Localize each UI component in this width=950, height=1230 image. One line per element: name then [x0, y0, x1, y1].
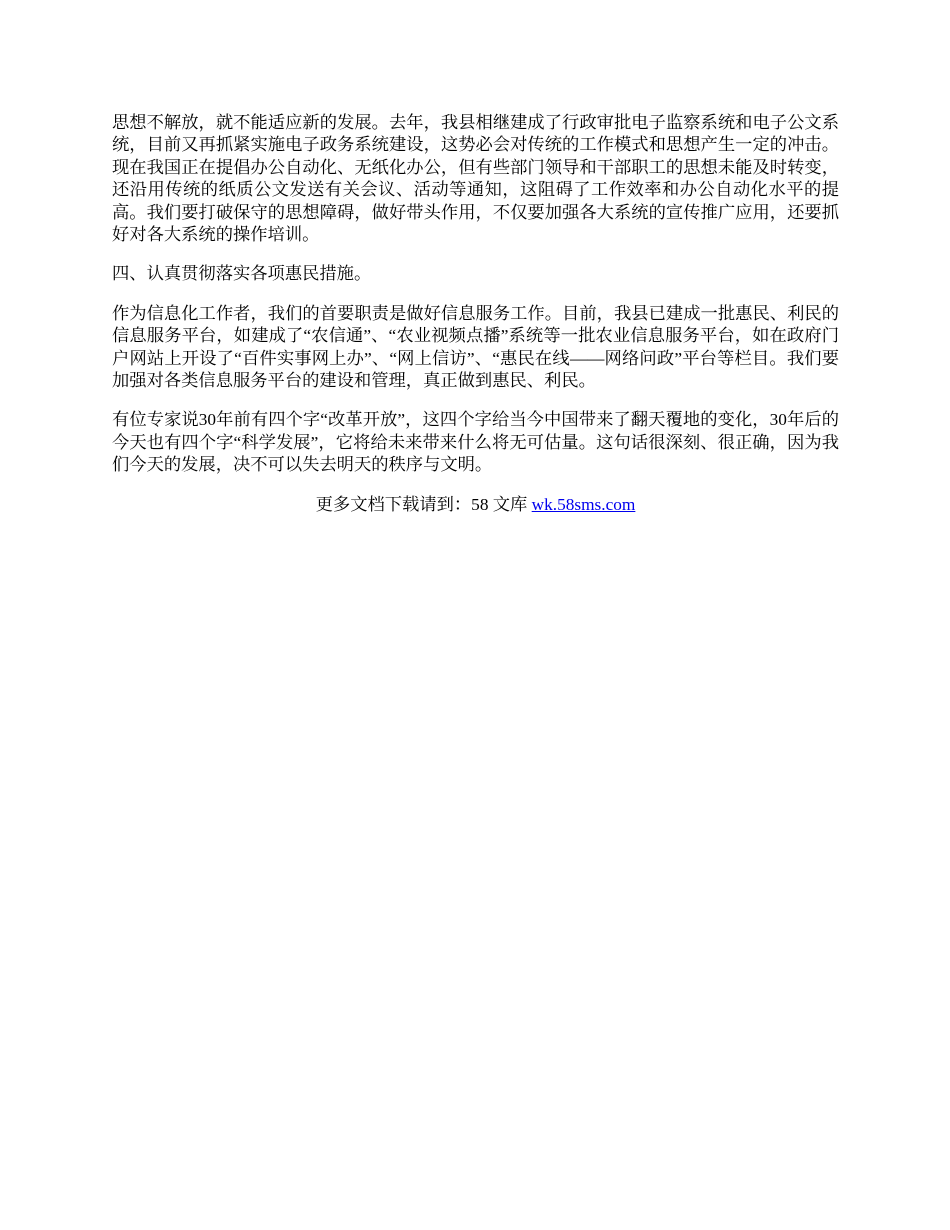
section-heading-4: 四、认真贯彻落实各项惠民措施。 [112, 264, 372, 284]
document-page [112, 112, 839, 516]
body-paragraph-3: 有位专家说30年前有四个字“改革开放”，这四个字给当今中国带来了翻天覆地的变化，30年后的今天也有四个字“科学发展”，它将给未来带来什么将无可估量。这句话很深刻、很正确，因为我们今天的发展，决不可以失去明天的秩序与文明。 [112, 410, 839, 475]
body-paragraph-1: 思想不解放，就不能适应新的发展。去年，我县相继建成了行政审批电子监察系统和电子公文系统，目前又再抓紧实施电子政务系统建设，这势必会对传统的工作模式和思想产生一定的冲击。现在我国正在提倡办公自动化、无纸化办公，但有些部门领导和干部职工的思想未能及时转变，还沿用传统的纸质公文发送有关会议、活动等通知，这阻碍了工作效率和办公自动化水平的提高。我们要打破保守的思想障碍，做好带头作用，不仅要加强各大系统的宣传推广应用，还要抓好对各大系统的操作培训。 [112, 113, 839, 245]
body-paragraph-2: 作为信息化工作者，我们的首要职责是做好信息服务工作。目前，我县已建成一批惠民、利民的信息服务平台，如建成了“农信通”、“农业视频点播”系统等一批农业信息服务平台，如在政府门户网站上开设了“百件实事网上办”、“网上信访”、“惠民在线——网络问政”平台等栏目。我们要加强对各类信息服务平台的建设和管理，真正做到惠民、利民。 [112, 303, 839, 391]
footer-prefix: 更多文档下载请到：58 文库 [315, 494, 532, 514]
footer-link[interactable]: wk.58sms.com [531, 494, 636, 514]
download-footer [112, 494, 839, 516]
